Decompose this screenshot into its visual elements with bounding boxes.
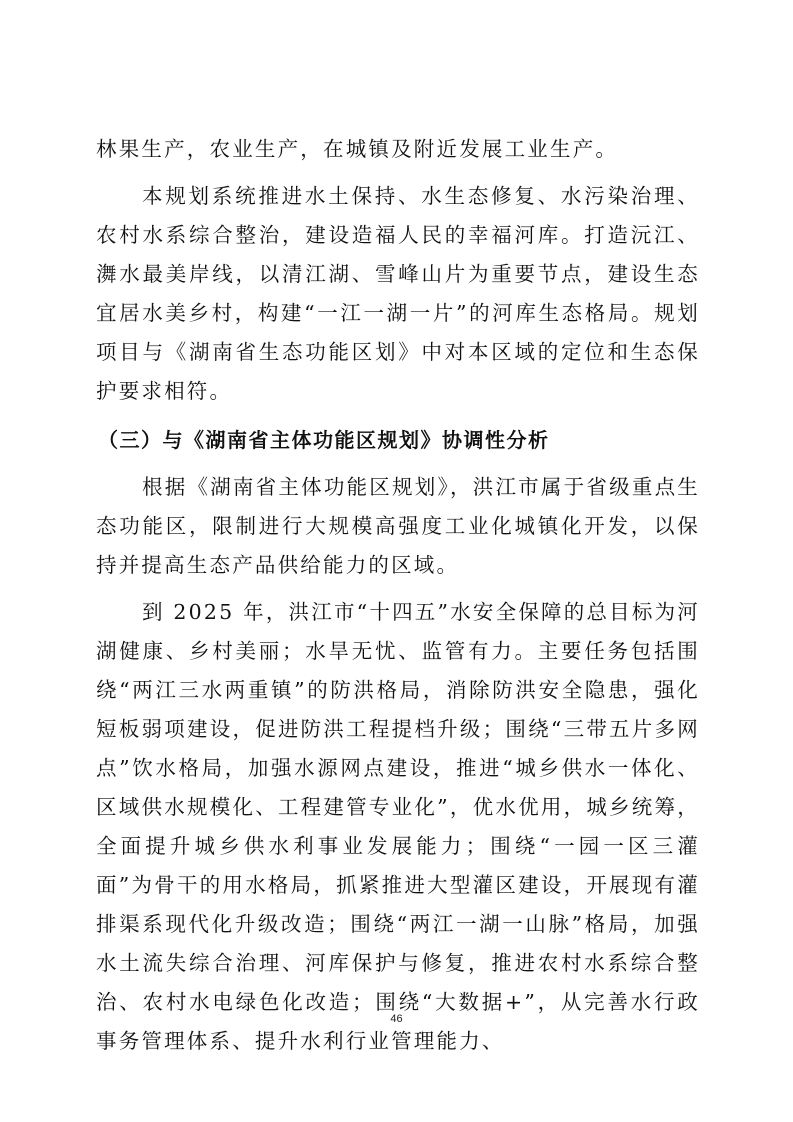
page-number: 46 xyxy=(390,1013,403,1025)
paragraph-water-security-goals: 到 2025 年，洪江市“十四五”水安全保障的总目标为河湖健康、乡村美丽；水旱无忧、监管有力。主要任务包括围绕“两江三水两重镇”的防洪格局，消除防洪安全隐患，强化短板弱项建设，促进防洪工程提档升级；围绕“三带五片多网点”饮水格局，加强水源网点建设，推进“城乡供水一体化、区域供水规模化、工程建管专业化”，优水优用，城乡统筹，全面提升城乡供水利事业发展能力；围绕“一园一区三灌面”为骨干的用水格局，抓紧推进大型灌区建设，开展现有灌排渠系现代化升级改造；围绕“两江一湖一山脉”格局，加强水土流失综合治理、河库保护与修复，推进农村水系综合整治、农村水电绿色化改造；围绕“大数据+”，从完善水行政事务管理体系、提升水利行业管理能力、 xyxy=(96,600,700,1053)
paragraph-function-zone: 根据《湖南省主体功能区规划》，洪江市属于省级重点生态功能区，限制进行大规模高强度工业化城镇化开发，以保持并提高生态产品供给能力的区域。 xyxy=(96,475,700,577)
section-heading: （三）与《湖南省主体功能区规划》协调性分析 xyxy=(98,428,550,452)
paragraph-continuation: 林果生产，农业生产，在城镇及附近发展工业生产。 xyxy=(96,137,619,161)
document-body xyxy=(96,130,700,1069)
paragraph-planning-summary: 本规划系统推进水土保持、水生态修复、水污染治理、农村水系综合整治，建设造福人民的幸福河库。打造沅江、㵲水最美岸线，以清江湖、雪峰山片为重要节点，建设生态宜居水美乡村，构建“一江一湖一片”的河库生态格局。规划项目与《湖南省生态功能区划》中对本区域的定位和生态保护要求相符。 xyxy=(96,184,700,403)
